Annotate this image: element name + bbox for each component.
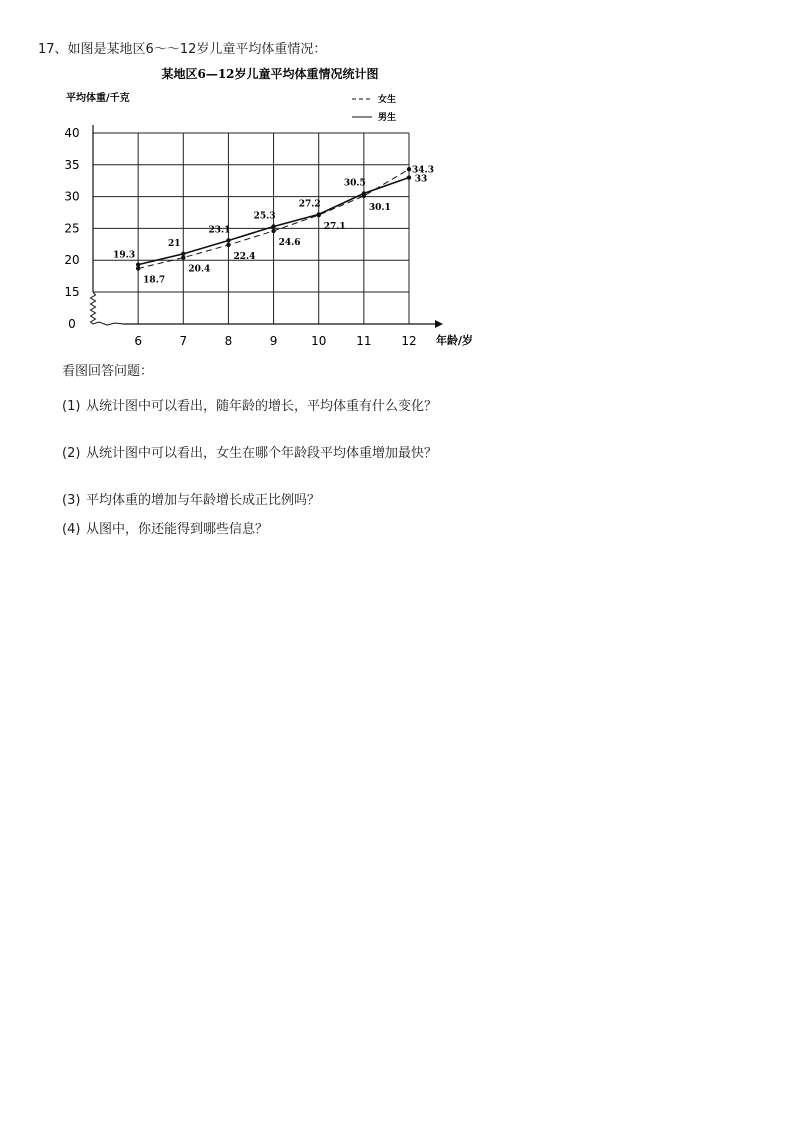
x-tick-label: 12	[401, 334, 417, 348]
x-tick-label: 6	[134, 334, 142, 348]
sub-question-number: (4)	[62, 522, 81, 537]
girls-point	[136, 266, 140, 270]
data-label-boys: 33	[414, 174, 428, 185]
data-label-girls: 27.1	[323, 222, 346, 233]
y-axis-break	[91, 292, 124, 325]
chart-svg	[60, 62, 490, 354]
data-label-girls: 30.1	[368, 202, 391, 213]
boys-point	[362, 191, 366, 195]
y-axis-label: 平均体重/千克	[66, 93, 130, 104]
girls-point	[407, 167, 411, 171]
data-label-girls: 22.4	[233, 251, 256, 262]
girls-point	[271, 229, 275, 233]
sub-question-1	[62, 395, 437, 414]
data-label-boys: 27.2	[298, 199, 321, 210]
data-label-girls: 34.3	[412, 165, 434, 176]
data-label-boys: 21	[168, 238, 181, 249]
y-tick-label: 15	[64, 285, 80, 299]
x-tick-label: 11	[356, 334, 372, 348]
x-tick-label: 7	[179, 334, 188, 348]
x-tick-label: 8	[224, 334, 233, 348]
data-label-boys: 23.1	[208, 225, 231, 236]
y-tick-label: 0	[68, 317, 76, 331]
sub-question-3	[62, 489, 320, 508]
data-label-boys: 19.3	[113, 250, 136, 261]
sub-question-text: 平均体重的增加与年龄增长成正比例吗？	[86, 493, 321, 508]
sub-question-number: (3)	[62, 493, 81, 508]
sub-question-text: 从图中，你还能得到哪些信息？	[86, 522, 269, 537]
boys-point	[226, 238, 230, 242]
y-tick-label: 20	[64, 253, 80, 268]
x-tick-label: 10	[311, 334, 327, 348]
sub-question-number: (2)	[62, 446, 81, 461]
data-label-girls: 24.6	[278, 237, 301, 248]
y-tick-label: 35	[64, 157, 80, 172]
weight-line-chart	[60, 62, 490, 354]
chart-title: 某地区6—12岁儿童平均体重情况统计图	[161, 67, 379, 81]
question-title: 17、如图是某地区6～～12岁儿童平均体重情况：	[38, 42, 327, 57]
boys-point	[136, 262, 140, 266]
x-axis-label: 年龄/岁	[436, 334, 474, 347]
data-label-girls: 18.7	[143, 275, 166, 286]
x-axis-arrow	[435, 320, 443, 328]
chart-axes	[91, 125, 444, 328]
sub-question-4	[62, 518, 268, 537]
girls-point	[181, 255, 185, 259]
data-label-boys: 25.3	[253, 211, 276, 222]
prompt-text: 看图回答问题：	[62, 364, 154, 379]
girls-point	[226, 243, 230, 247]
y-tick-label: 25	[64, 221, 80, 236]
data-label-girls: 20.4	[188, 264, 211, 275]
data-label-boys: 30.5	[343, 178, 366, 189]
boys-point	[407, 175, 411, 179]
y-tick-label: 40	[64, 126, 80, 140]
legend	[352, 93, 396, 123]
sub-question-text: 从统计图中可以看出，女生在哪个年龄段平均体重增加最快？	[86, 446, 438, 461]
boys-point	[271, 224, 275, 228]
x-tick-label: 9	[269, 334, 278, 348]
sub-question-text: 从统计图中可以看出，随年龄的增长，平均体重有什么变化？	[86, 399, 438, 414]
chart-grid	[93, 133, 409, 324]
boys-point	[181, 252, 185, 256]
sub-question-2	[62, 442, 437, 461]
sub-question-number: (1)	[62, 399, 81, 414]
y-tick-label: 30	[64, 189, 80, 204]
legend-label-boys: 男生	[378, 113, 397, 123]
legend-label-girls: 女生	[378, 95, 397, 105]
boys-point	[317, 212, 321, 216]
